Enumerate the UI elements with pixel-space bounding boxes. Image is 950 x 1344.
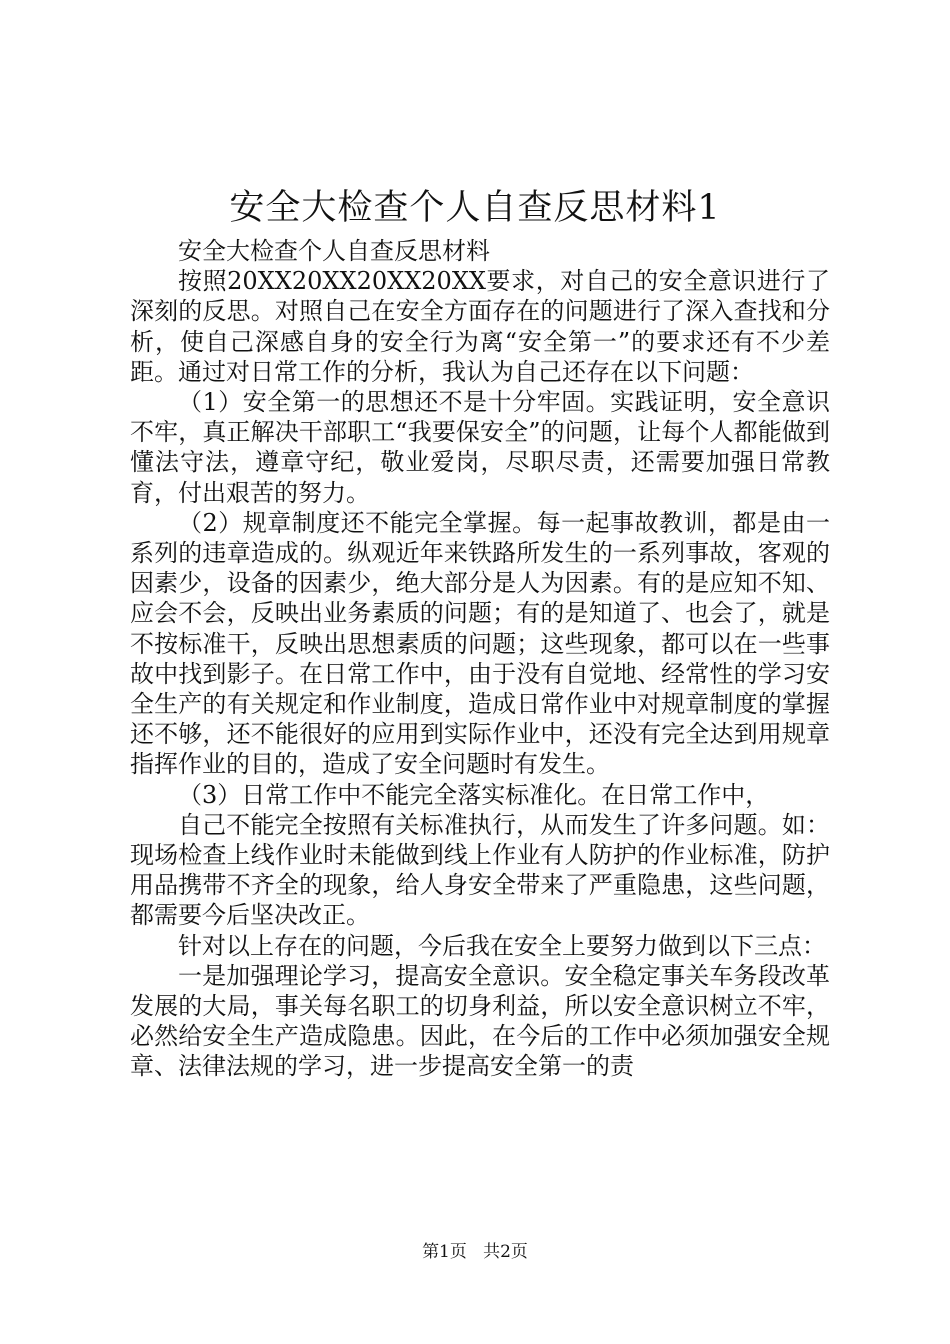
- page-total: 共2页: [483, 1242, 528, 1262]
- document-title: 安全大检查个人自查反思材料1: [229, 188, 721, 228]
- paragraph-point-3: （3）日常工作中不能完全落实标准化。在日常工作中，: [178, 780, 770, 809]
- paragraph-subtitle: 安全大检查个人自查反思材料: [178, 237, 490, 265]
- paragraph-measure-1: 一是加强理论学习，提高安全意识。安全稳定事关车务段改革发展的大局，事关每名职工的切身利益，所以安全意识树立不牢，必然给安全生产造成隐患。因此，在今后的工作中必须加强安全规章、法律法规的学习，进一步提高安全第一的责: [130, 961, 830, 1081]
- page-number: 第1页: [422, 1242, 467, 1262]
- paragraph-point-3-detail: 自己不能完全按照有关标准执行，从而发生了许多问题。如：现场检查上线作业时未能做到线上作业有人防护的作业标准，防护用品携带不齐全的现象，给人身安全带来了严重隐患，这些问题，都需要今后坚决改正。: [130, 810, 830, 930]
- paragraph-intro: 按照20XX20XX20XX20XX要求，对自己的安全意识进行了深刻的反思。对照自己在安全方面存在的问题进行了深入查找和分析，使自己深感自身的安全行为离“安全第一”的要求还有不少差距。通过对日常工作的分析，我认为自己还存在以下问题：: [130, 267, 830, 386]
- paragraph-measures-intro: 针对以上存在的问题，今后我在安全上要努力做到以下三点：: [178, 931, 826, 960]
- page-footer: [0, 1240, 950, 1264]
- page-separator: [472, 1242, 477, 1262]
- paragraph-point-2: （2）规章制度还不能完全掌握。每一起事故教训，都是由一系列的违章造成的。纵观近年来铁路所发生的一系列事故，客观的因素少，设备的因素少，绝大部分是人为因素。有的是应知不知、应会不会，反映出业务素质的问题；有的是知道了、也会了，就是不按标准干，反映出思想素质的问题；这些现象，都可以在一些事故中找到影子。在日常工作中，由于没有自觉地、经常性的学习安全生产的有关规定和作业制度，造成日常作业中对规章制度的掌握还不够，还不能很好的应用到实际作业中，还没有完全达到用规章指挥作业的目的，造成了安全问题时有发生。: [130, 508, 830, 779]
- paragraph-point-1: （1）安全第一的思想还不是十分牢固。实践证明，安全意识不牢，真正解决干部职工“我要保安全”的问题，让每个人都能做到懂法守法，遵章守纪，敬业爱岗，尽职尽责，还需要加强日常教育，付出艰苦的努力。: [130, 388, 830, 507]
- document-body: [130, 236, 830, 1082]
